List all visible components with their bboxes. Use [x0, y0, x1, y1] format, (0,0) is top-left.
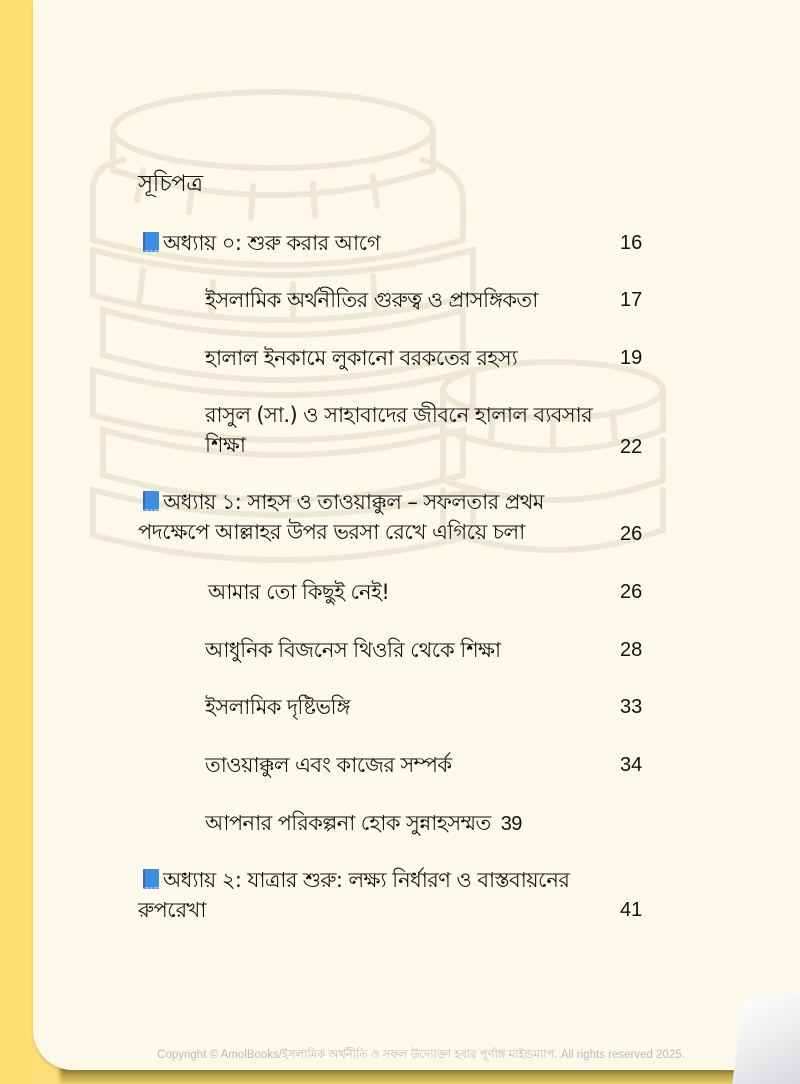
toc-page-number: 19: [620, 347, 643, 369]
toc-section-label: রাসুল (সা.) ও সাহাবাদের জীবনে হালাল ব্যবসার: [205, 403, 593, 427]
toc-page-number: 26: [620, 581, 643, 603]
toc-chapter-label: অধ্যায় ২: যাত্রার শুরু: লক্ষ্য নির্ধারণ ও বাস্তবায়নের: [138, 865, 569, 895]
toc-page-number: 33: [620, 696, 643, 718]
toc-page-number: 16: [620, 232, 643, 254]
toc-page-number: 17: [620, 289, 643, 311]
document-page: [33, 0, 800, 1070]
toc-chapter-label-continued: পদক্ষেপে আল্লাহর উপর ভরসা রেখে এগিয়ে চলা: [138, 520, 525, 544]
toc-section-8[interactable]: [205, 750, 451, 780]
toc-section-1[interactable]: [205, 285, 538, 315]
toc-page-number: 26: [620, 523, 643, 545]
toc-section-label: আমার তো কিছুই নেই!: [208, 580, 390, 604]
toc-page-number: 41: [620, 899, 643, 921]
toc-section-2[interactable]: [205, 343, 517, 373]
toc-chapter-0[interactable]: [143, 228, 380, 258]
toc-title: সূচিপত্র: [138, 171, 203, 197]
toc-chapter-label-continued: রুপরেখা: [138, 898, 206, 922]
toc-page-number: 22: [620, 436, 643, 458]
toc-page-number: 34: [620, 754, 643, 776]
toc-section-6[interactable]: [205, 635, 501, 665]
toc-page-number: 39: [500, 813, 522, 835]
table-of-contents: [33, 0, 800, 1070]
toc-chapter-label: অধ্যায় ১: সাহস ও তাওয়াক্কুল – সফলতার প্রথম: [138, 487, 544, 517]
toc-section-label-continued: শিক্ষা: [205, 433, 246, 457]
toc-section-label: আধুনিক বিজনেস থিওরি থেকে শিক্ষা: [205, 638, 501, 662]
book-icon: [143, 869, 159, 889]
toc-page-number: 28: [620, 639, 643, 661]
toc-section-9[interactable]: [205, 808, 522, 839]
toc-chapter-2[interactable]: [138, 865, 569, 925]
toc-section-7[interactable]: [205, 692, 350, 722]
book-icon: [143, 491, 159, 511]
copyright-footer: Copyright © AmolBooks/ইসলামিক অর্থনীতি ও সফল উদ্যোক্তা হবার পূর্ণাঙ্গ মাইন্ডম্যাপ. All rights reserved 2025.: [157, 1049, 685, 1061]
toc-section-label: ইসলামিক দৃষ্টিভঙ্গি: [205, 695, 350, 719]
toc-section-label: আপনার পরিকল্পনা হোক সুন্নাহসম্মত: [205, 811, 491, 835]
toc-section-label: হালাল ইনকামে লুকানো বরকতের রহস্য: [205, 346, 518, 370]
accent-band: [0, 0, 33, 1084]
toc-section-label: তাওয়াক্কুল এবং কাজের সম্পর্ক: [205, 753, 452, 777]
toc-section-5[interactable]: [208, 577, 389, 607]
toc-chapter-label: অধ্যায় ০: শুরু করার আগে: [163, 231, 381, 255]
toc-section-3[interactable]: [205, 400, 592, 460]
toc-section-label: ইসলামিক অর্থনীতির গুরুত্ব ও প্রাসঙ্গিকতা: [205, 288, 538, 312]
book-icon: [143, 232, 159, 252]
toc-chapter-1[interactable]: [138, 487, 544, 547]
